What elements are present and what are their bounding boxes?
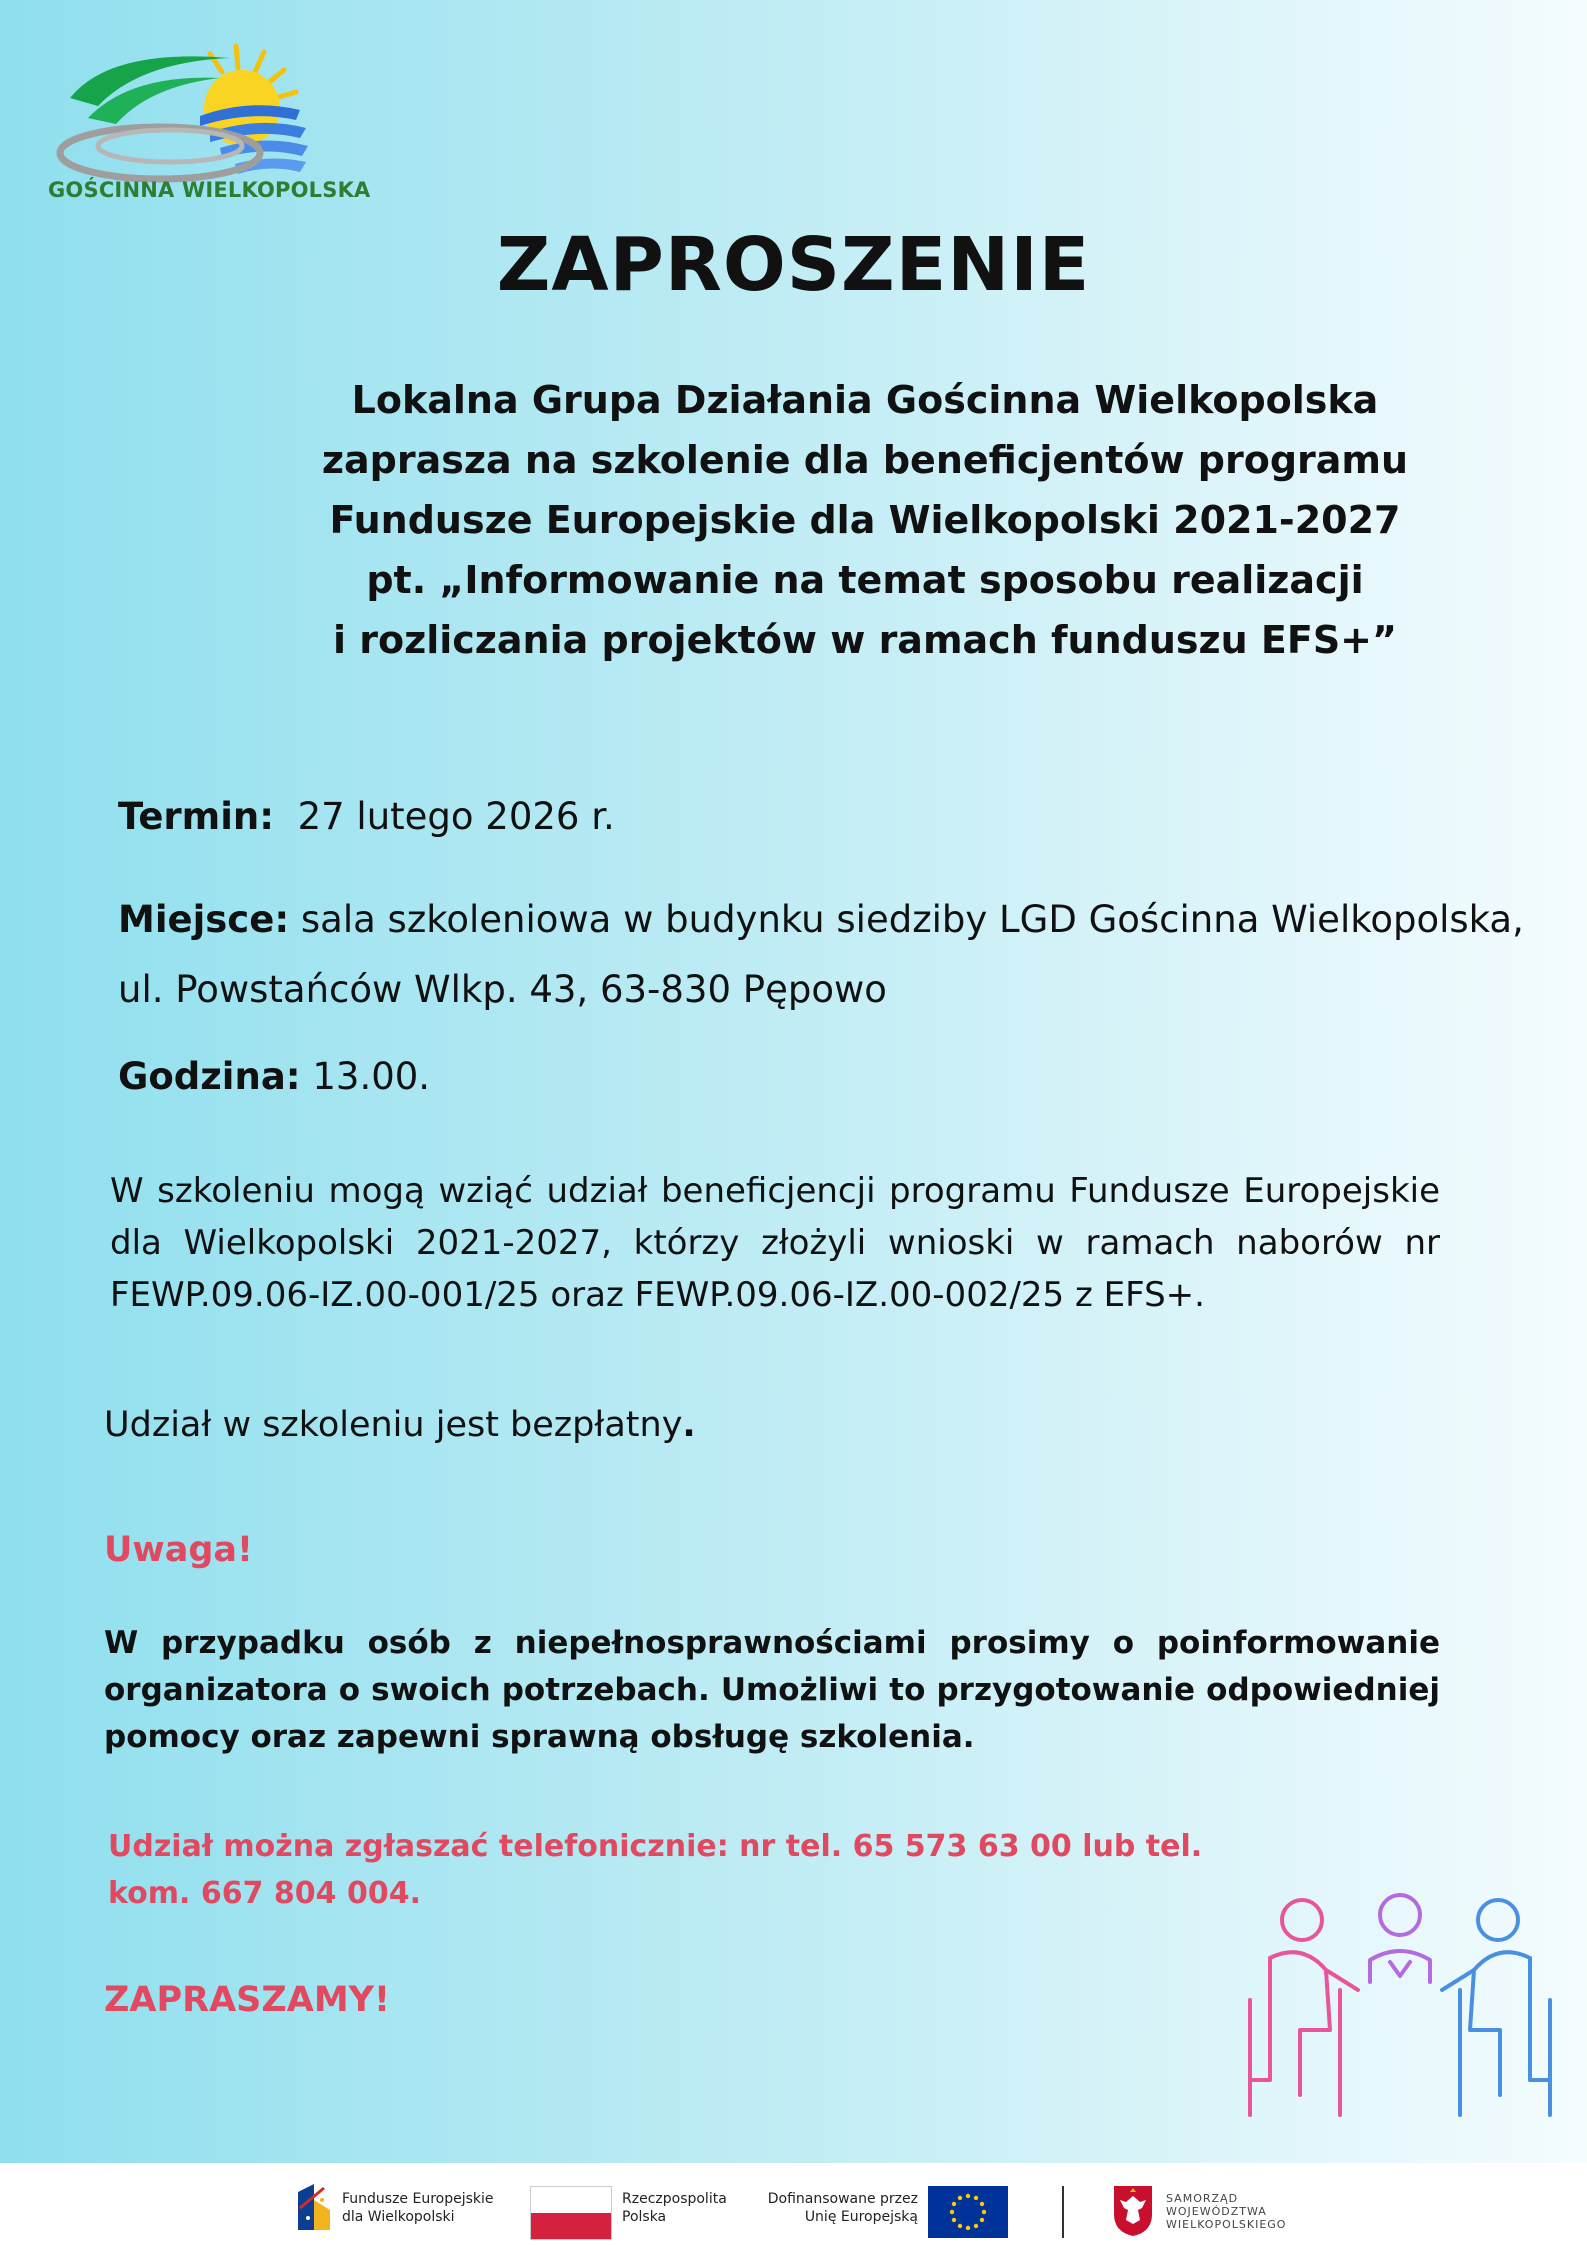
godzina-label: Godzina: — [118, 1055, 301, 1098]
rp-label — [622, 2190, 727, 2226]
page-title: ZAPROSZENIE — [496, 222, 1091, 308]
fundusze-europejskie-icon — [294, 2180, 334, 2234]
samorzad-line: WOJEWÓDZTWA — [1166, 2205, 1267, 2218]
termin-value: 27 lutego 2026 r. — [297, 795, 615, 838]
fe-line: dla Wielkopolski — [342, 2209, 455, 2225]
uwaga-heading: Uwaga! — [104, 1530, 254, 1570]
miejsce-row — [118, 885, 1524, 1025]
godzina-row — [118, 1042, 430, 1112]
fe-label — [342, 2190, 494, 2226]
termin-row — [118, 782, 615, 852]
miejsce-address: ul. Powstańców Wlkp. 43, 63-830 Pępowo — [118, 968, 887, 1011]
eu-line: Dofinansowane przez — [767, 2191, 918, 2207]
flag-white-stripe — [531, 2187, 611, 2213]
contact-info — [108, 1823, 1202, 1917]
miejsce-label: Miejsce: — [118, 898, 290, 941]
contact-line: Udział można zgłaszać telefonicznie: nr tel. 65 573 63 00 lub tel. — [108, 1829, 1203, 1864]
polish-flag-icon — [530, 2186, 612, 2240]
intro-line: Fundusze Europejskie dla Wielkopolski 2021-2027 — [329, 498, 1401, 542]
samorzad-label — [1166, 2192, 1286, 2231]
eu-line: Unię Europejską — [804, 2209, 918, 2225]
fe-line: Fundusze Europejskie — [342, 2191, 494, 2207]
free-dot: . — [682, 1405, 696, 1445]
contact-line: kom. 667 804 004. — [108, 1876, 422, 1911]
miejsce-value: sala szkoleniowa w budynku siedziby LGD Gościnna Wielkopolska, — [300, 898, 1524, 941]
rp-line: Polska — [622, 2209, 667, 2225]
flag-red-stripe — [531, 2213, 611, 2239]
accessibility-notice: W przypadku osób z niepełnosprawnościami prosimy o poinformowanie organizatora o swoich potrzebach. Umożliwi to przygotowanie odpowiedniej pomocy oraz zapewni sprawną obsługę szkolenia. — [104, 1625, 1440, 1755]
free-participation — [104, 1405, 696, 1445]
rp-line: Rzeczpospolita — [622, 2191, 727, 2207]
godzina-value: 13.00. — [312, 1055, 431, 1098]
wielkopolska-crest-icon — [1112, 2184, 1154, 2238]
meeting-illustration-icon — [1230, 1890, 1570, 2130]
closing-text: ZAPRASZAMY! — [104, 1980, 390, 2020]
eu-label — [756, 2190, 918, 2226]
intro-block — [240, 370, 1490, 670]
termin-label: Termin: — [118, 795, 275, 838]
samorzad-line: SAMORZĄD — [1166, 2192, 1239, 2205]
intro-line: Lokalna Grupa Działania Gościnna Wielkopolska — [351, 378, 1379, 422]
eu-flag-icon — [928, 2186, 1008, 2238]
footer-divider — [1062, 2186, 1064, 2238]
logo-text: GOŚCINNA WIELKOPOLSKA — [48, 178, 371, 202]
intro-line: zaprasza na szkolenie dla beneficjentów programu — [321, 438, 1409, 482]
eligibility-paragraph: W szkoleniu mogą wziąć udział beneficjencji programu Fundusze Europejskie dla Wielkopolski 2021-2027, którzy złożyli wnioski w ramach naborów nr FEWP.09.06-IZ.00-001/25 oraz FEWP.09.06-IZ.00-002/25 z EFS+. — [110, 1171, 1440, 1315]
intro-line: i rozliczania projektów w ramach funduszu EFS+” — [333, 618, 1397, 662]
intro-line: pt. „Informowanie na temat sposobu realizacji — [366, 558, 1364, 602]
samorzad-line: WIELKOPOLSKIEGO — [1166, 2218, 1287, 2231]
free-text: Udział w szkoleniu jest bezpłatny — [104, 1405, 683, 1445]
